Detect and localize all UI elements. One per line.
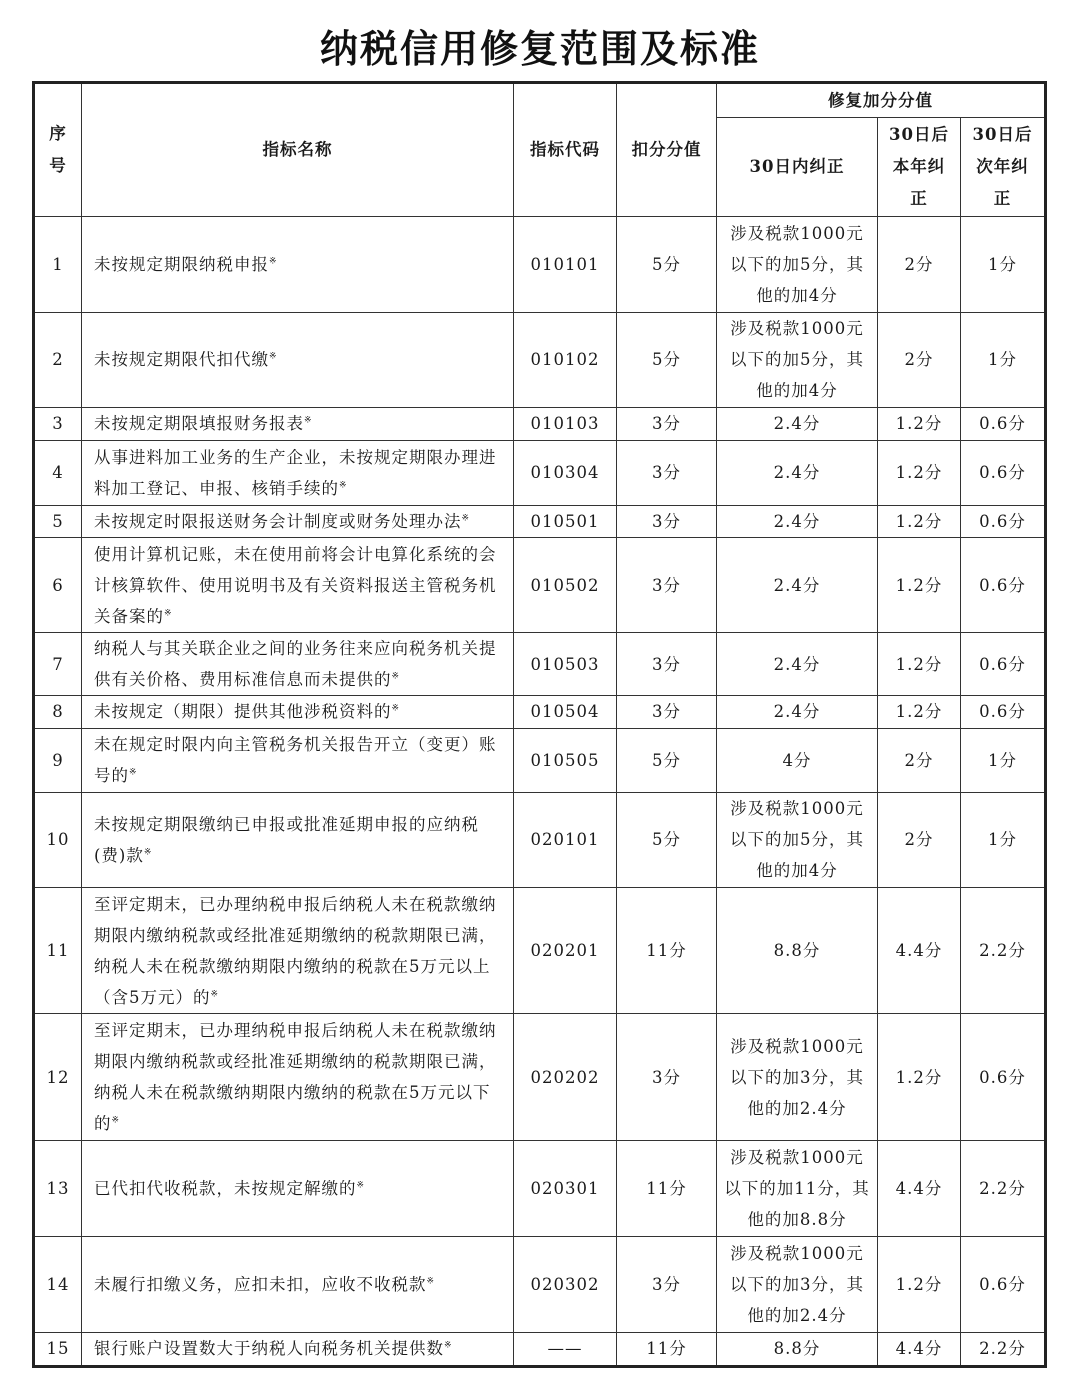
row-deduct-score <box>617 217 717 313</box>
row-indicator-name <box>82 632 514 695</box>
row-indicator-code-text: 010102 <box>530 350 600 370</box>
row-indicator-name-text: 未按规定期限代扣代缴 <box>94 350 269 370</box>
note-mark: ※ <box>143 847 153 858</box>
row-after-30-next-year-text: 2.2分 <box>979 1179 1026 1199</box>
row-after-30-next-year <box>961 632 1046 695</box>
row-indicator-name-text: 未履行扣缴义务，应扣未扣，应收不收税款 <box>94 1274 427 1294</box>
row-within-30-days-text: 8.8分 <box>773 941 821 961</box>
row-after-30-this-year <box>878 1332 961 1366</box>
row-within-30-days-text: 2.4分 <box>773 702 821 722</box>
row-seq-text: 11 <box>46 941 70 961</box>
row-seq-text: 1 <box>52 254 64 274</box>
row-after-30-this-year <box>878 505 961 537</box>
row-after-30-next-year <box>961 696 1046 728</box>
note-mark: ※ <box>129 767 138 778</box>
row-deduct-score <box>617 887 717 1014</box>
row-deduct-score-text: 11分 <box>646 1179 687 1199</box>
row-indicator-name-text: 至评定期末，已办理纳税申报后纳税人未在税款缴纳期限内缴纳税款或经批准延期缴纳的税款期限已满，纳税人未在税款缴纳期限内缴纳的税款在5万元以下的 <box>94 1021 497 1134</box>
row-within-30-days <box>717 217 878 313</box>
row-after-30-next-year-text: 0.6分 <box>979 414 1026 434</box>
row-deduct-score-text: 3分 <box>652 414 681 434</box>
row-deduct-score <box>617 1014 717 1141</box>
row-indicator-code <box>514 217 617 313</box>
row-indicator-name-text: 未按规定期限纳税申报 <box>94 254 269 274</box>
row-indicator-name-text: 未按规定期限填报财务报表 <box>94 414 304 434</box>
row-after-30-this-year <box>878 792 961 887</box>
row-seq <box>34 505 82 537</box>
row-within-30-days <box>717 887 878 1014</box>
row-indicator-name-text: 未在规定时限内向主管税务机关报告开立（变更）账号的 <box>94 735 497 786</box>
row-within-30-days <box>717 538 878 633</box>
row-after-30-this-year-text: 2分 <box>904 350 934 370</box>
row-seq <box>34 1141 82 1237</box>
row-after-30-next-year-text: 2.2分 <box>979 1339 1026 1359</box>
row-indicator-code <box>514 632 617 695</box>
row-after-30-next-year <box>961 728 1046 792</box>
row-within-30-days-text: 涉及税款1000元以下的加11分，其他的加8.8分 <box>724 1148 870 1230</box>
row-deduct-score-text: 5分 <box>652 750 681 770</box>
header-code: 指标代码 <box>514 83 617 217</box>
row-after-30-next-year <box>961 505 1046 537</box>
table-row <box>34 1014 1046 1141</box>
row-within-30-days-text: 2.4分 <box>773 575 821 595</box>
row-after-30-next-year <box>961 1332 1046 1366</box>
row-within-30-days <box>717 1014 878 1141</box>
row-within-30-days-text: 4分 <box>782 750 812 770</box>
note-mark: ※ <box>461 513 471 524</box>
row-within-30-days <box>717 1237 878 1333</box>
row-after-30-next-year <box>961 1141 1046 1237</box>
header-seq: 序号 <box>34 83 82 217</box>
table-row <box>34 887 1046 1014</box>
row-after-30-next-year <box>961 217 1046 313</box>
row-indicator-code <box>514 1237 617 1333</box>
row-after-30-this-year <box>878 408 961 440</box>
page-title: 纳税信用修复范围及标准 <box>319 27 760 71</box>
row-indicator-code-text: 020202 <box>530 1067 600 1087</box>
row-seq-text: 9 <box>52 750 64 770</box>
row-after-30-this-year-text: 1.2分 <box>895 702 943 722</box>
row-deduct-score-text: 3分 <box>652 463 681 483</box>
row-indicator-code <box>514 728 617 792</box>
table-row <box>34 217 1046 313</box>
row-within-30-days-text: 2.4分 <box>773 463 821 483</box>
row-after-30-this-year-text: 1.2分 <box>895 654 943 674</box>
row-within-30-days-text: 涉及税款1000元以下的加3分，其他的加2.4分 <box>730 1036 864 1118</box>
table-row <box>34 408 1046 440</box>
row-deduct-score <box>617 312 717 408</box>
row-deduct-score <box>617 1237 717 1333</box>
row-seq-text: 14 <box>46 1274 70 1294</box>
row-after-30-this-year-text: 4.4分 <box>895 941 943 961</box>
row-after-30-this-year-text: 1.2分 <box>895 1067 943 1087</box>
table-row <box>34 1332 1046 1366</box>
note-mark: ※ <box>304 415 313 426</box>
row-deduct-score <box>617 728 717 792</box>
row-indicator-name-text: 银行账户设置数大于纳税人向税务机关提供数 <box>94 1339 444 1359</box>
row-deduct-score <box>617 1332 717 1366</box>
header-repair-group: 修复加分分值 <box>717 83 1046 118</box>
row-indicator-code <box>514 696 617 728</box>
row-after-30-this-year <box>878 887 961 1014</box>
table-row <box>34 440 1046 505</box>
row-after-30-this-year <box>878 538 961 633</box>
row-after-30-this-year-text: 1.2分 <box>895 512 943 532</box>
row-indicator-code <box>514 1332 617 1366</box>
row-after-30-this-year <box>878 440 961 505</box>
row-within-30-days <box>717 408 878 440</box>
row-within-30-days-text: 2.4分 <box>773 512 821 532</box>
row-seq <box>34 1237 82 1333</box>
row-after-30-next-year <box>961 887 1046 1014</box>
note-mark: ※ <box>269 351 278 362</box>
row-after-30-next-year <box>961 1014 1046 1141</box>
row-after-30-next-year <box>961 440 1046 505</box>
note-mark: ※ <box>356 1180 366 1191</box>
row-within-30-days <box>717 1141 878 1237</box>
row-within-30-days <box>717 632 878 695</box>
row-after-30-this-year <box>878 696 961 728</box>
row-after-30-this-year-text: 1.2分 <box>895 463 943 483</box>
row-indicator-code <box>514 312 617 408</box>
row-indicator-code <box>514 440 617 505</box>
row-seq <box>34 696 82 728</box>
row-after-30-next-year-text: 0.6分 <box>979 463 1026 483</box>
row-deduct-score <box>617 632 717 695</box>
row-indicator-name <box>82 538 514 633</box>
header-within-30-days: 30日内纠正 <box>717 118 878 217</box>
row-indicator-name-text: 纳税人与其关联企业之间的业务往来应向税务机关提供有关价格、费用标准信息而未提供的 <box>94 639 497 690</box>
note-mark: ※ <box>426 1276 436 1287</box>
row-indicator-name-text: 使用计算机记账，未在使用前将会计电算化系统的会计核算软件、使用说明书及有关资料报送主管税务机关备案的 <box>94 544 497 626</box>
row-seq-text: 13 <box>46 1179 70 1199</box>
row-indicator-code <box>514 792 617 887</box>
row-after-30-this-year <box>878 728 961 792</box>
row-within-30-days <box>717 792 878 887</box>
row-seq <box>34 408 82 440</box>
row-after-30-this-year-text: 1.2分 <box>895 575 943 595</box>
row-after-30-next-year <box>961 1237 1046 1333</box>
note-mark: ※ <box>269 256 278 267</box>
table-row <box>34 792 1046 887</box>
row-indicator-code-text: 010503 <box>530 654 600 674</box>
table-header <box>34 83 1046 217</box>
row-indicator-name <box>82 505 514 537</box>
row-deduct-score <box>617 440 717 505</box>
row-indicator-name-text: 至评定期末，已办理纳税申报后纳税人未在税款缴纳期限内缴纳税款或经批准延期缴纳的税款期限已满，纳税人未在税款缴纳期限内缴纳的税款在5万元以上（含5万元）的 <box>94 894 497 1007</box>
row-within-30-days-text: 8.8分 <box>773 1339 821 1359</box>
note-mark: ※ <box>164 608 173 619</box>
row-indicator-code <box>514 505 617 537</box>
row-indicator-name <box>82 887 514 1014</box>
row-indicator-code-text: 010304 <box>530 463 600 483</box>
row-after-30-this-year <box>878 632 961 695</box>
row-seq <box>34 632 82 695</box>
row-seq <box>34 312 82 408</box>
row-indicator-name <box>82 1332 514 1366</box>
row-indicator-name <box>82 408 514 440</box>
row-after-30-next-year-text: 1分 <box>988 750 1018 770</box>
row-after-30-next-year <box>961 408 1046 440</box>
row-indicator-code <box>514 538 617 633</box>
row-deduct-score <box>617 538 717 633</box>
row-indicator-code-text: 020201 <box>530 941 600 961</box>
row-seq <box>34 217 82 313</box>
table-body <box>34 217 1046 1367</box>
row-indicator-code <box>514 887 617 1014</box>
row-deduct-score-text: 5分 <box>652 830 681 850</box>
row-seq-text: 3 <box>52 414 64 434</box>
row-after-30-this-year-text: 2分 <box>904 750 934 770</box>
row-seq-text: 8 <box>52 702 64 722</box>
row-seq <box>34 1332 82 1366</box>
row-after-30-this-year <box>878 217 961 313</box>
row-deduct-score-text: 3分 <box>652 654 681 674</box>
row-seq-text: 7 <box>52 654 64 674</box>
row-after-30-next-year-text: 1分 <box>988 350 1018 370</box>
note-mark: ※ <box>391 703 401 714</box>
header-after-30-this-year: 30日后本年纠正 <box>878 118 961 217</box>
note-mark: ※ <box>339 480 348 491</box>
row-deduct-score <box>617 1141 717 1237</box>
row-deduct-score <box>617 792 717 887</box>
table-row <box>34 1141 1046 1237</box>
row-within-30-days <box>717 312 878 408</box>
row-after-30-this-year <box>878 1141 961 1237</box>
row-deduct-score-text: 3分 <box>652 1274 681 1294</box>
row-indicator-name <box>82 728 514 792</box>
row-seq-text: 2 <box>52 350 64 370</box>
table-row <box>34 696 1046 728</box>
row-deduct-score-text: 11分 <box>646 1339 687 1359</box>
row-after-30-next-year <box>961 792 1046 887</box>
row-deduct-score-text: 3分 <box>652 575 681 595</box>
row-indicator-name-text: 未按规定（期限）提供其他涉税资料的 <box>94 702 392 722</box>
row-indicator-name-text: 未按规定时限报送财务会计制度或财务处理办法 <box>94 512 462 532</box>
row-within-30-days-text: 2.4分 <box>773 654 821 674</box>
row-after-30-this-year-text: 2分 <box>904 830 934 850</box>
row-after-30-this-year-text: 1.2分 <box>895 1274 943 1294</box>
header-name: 指标名称 <box>82 83 514 217</box>
row-seq <box>34 1014 82 1141</box>
table-row <box>34 1237 1046 1333</box>
row-within-30-days <box>717 696 878 728</box>
row-within-30-days <box>717 505 878 537</box>
row-after-30-this-year-text: 2分 <box>904 254 934 274</box>
row-after-30-next-year-text: 0.6分 <box>979 654 1026 674</box>
row-after-30-this-year-text: 4.4分 <box>895 1179 943 1199</box>
row-after-30-next-year-text: 2.2分 <box>979 941 1026 961</box>
row-deduct-score <box>617 408 717 440</box>
row-seq-text: 4 <box>52 463 64 483</box>
row-indicator-code-text: 020101 <box>530 830 600 850</box>
note-mark: ※ <box>444 1340 453 1351</box>
row-after-30-next-year-text: 0.6分 <box>979 512 1026 532</box>
row-indicator-code-text: 010502 <box>530 575 600 595</box>
note-mark: ※ <box>111 1115 121 1126</box>
row-within-30-days-text: 涉及税款1000元以下的加5分，其他的加4分 <box>730 799 864 881</box>
row-indicator-code-text: 020301 <box>530 1179 600 1199</box>
row-deduct-score-text: 11分 <box>646 941 687 961</box>
table-row <box>34 505 1046 537</box>
row-after-30-this-year <box>878 312 961 408</box>
header-after-30-next-year: 30日后次年纠正 <box>961 118 1046 217</box>
repair-standards-table <box>32 81 1047 1368</box>
row-indicator-name-text: 未按规定期限缴纳已申报或批准延期申报的应纳税(费)款 <box>94 814 479 865</box>
row-indicator-code-text: 010101 <box>530 254 600 274</box>
row-after-30-this-year-text: 1.2分 <box>895 414 943 434</box>
row-after-30-next-year-text: 0.6分 <box>979 702 1026 722</box>
row-within-30-days-text: 涉及税款1000元以下的加5分，其他的加4分 <box>730 319 864 401</box>
row-within-30-days-text: 2.4分 <box>773 414 821 434</box>
table-row <box>34 632 1046 695</box>
row-indicator-code <box>514 408 617 440</box>
row-indicator-code-text: 020302 <box>530 1274 600 1294</box>
row-indicator-code-text: 010103 <box>530 414 600 434</box>
row-after-30-next-year-text: 0.6分 <box>979 1274 1026 1294</box>
table-row <box>34 538 1046 633</box>
row-indicator-name-text: 从事进料加工业务的生产企业，未按规定期限办理进料加工登记、申报、核销手续的 <box>94 447 497 498</box>
row-deduct-score-text: 3分 <box>652 512 681 532</box>
row-seq-text: 6 <box>52 575 64 595</box>
row-after-30-next-year <box>961 538 1046 633</box>
row-deduct-score-text: 3分 <box>652 702 681 722</box>
row-indicator-name <box>82 1141 514 1237</box>
row-seq-text: 12 <box>46 1067 70 1087</box>
row-indicator-name <box>82 217 514 313</box>
row-seq-text: 5 <box>52 512 64 532</box>
row-indicator-name <box>82 1014 514 1141</box>
row-after-30-next-year-text: 1分 <box>988 830 1018 850</box>
row-seq <box>34 538 82 633</box>
row-indicator-code <box>514 1014 617 1141</box>
row-indicator-code-text: —— <box>547 1339 583 1359</box>
row-seq <box>34 887 82 1014</box>
row-indicator-name-text: 已代扣代收税款，未按规定解缴的 <box>94 1179 357 1199</box>
row-indicator-code-text: 010501 <box>530 512 600 532</box>
row-indicator-code <box>514 1141 617 1237</box>
row-indicator-name <box>82 1237 514 1333</box>
row-indicator-name <box>82 440 514 505</box>
row-deduct-score-text: 5分 <box>652 254 681 274</box>
row-after-30-next-year-text: 0.6分 <box>979 575 1026 595</box>
row-seq <box>34 792 82 887</box>
row-indicator-name <box>82 696 514 728</box>
row-seq <box>34 440 82 505</box>
row-deduct-score-text: 3分 <box>652 1067 681 1087</box>
row-deduct-score-text: 5分 <box>652 350 681 370</box>
row-after-30-next-year-text: 1分 <box>988 254 1018 274</box>
row-indicator-name <box>82 312 514 408</box>
table-row <box>34 312 1046 408</box>
row-within-30-days-text: 涉及税款1000元以下的加3分，其他的加2.4分 <box>730 1243 864 1325</box>
row-seq-text: 15 <box>46 1339 70 1359</box>
row-seq <box>34 728 82 792</box>
row-deduct-score <box>617 505 717 537</box>
row-deduct-score <box>617 696 717 728</box>
row-within-30-days <box>717 440 878 505</box>
header-deduct: 扣分分值 <box>617 83 717 217</box>
table-row <box>34 728 1046 792</box>
note-mark: ※ <box>210 989 220 1000</box>
row-after-30-this-year <box>878 1237 961 1333</box>
row-indicator-code-text: 010504 <box>530 702 600 722</box>
row-within-30-days-text: 涉及税款1000元以下的加5分，其他的加4分 <box>730 223 864 305</box>
row-indicator-name <box>82 792 514 887</box>
row-after-30-this-year <box>878 1014 961 1141</box>
row-after-30-next-year <box>961 312 1046 408</box>
row-after-30-this-year-text: 4.4分 <box>895 1339 943 1359</box>
row-after-30-next-year-text: 0.6分 <box>979 1067 1026 1087</box>
row-seq-text: 10 <box>46 830 70 850</box>
row-indicator-code-text: 010505 <box>530 750 600 770</box>
row-within-30-days <box>717 728 878 792</box>
row-within-30-days <box>717 1332 878 1366</box>
note-mark: ※ <box>391 671 401 682</box>
